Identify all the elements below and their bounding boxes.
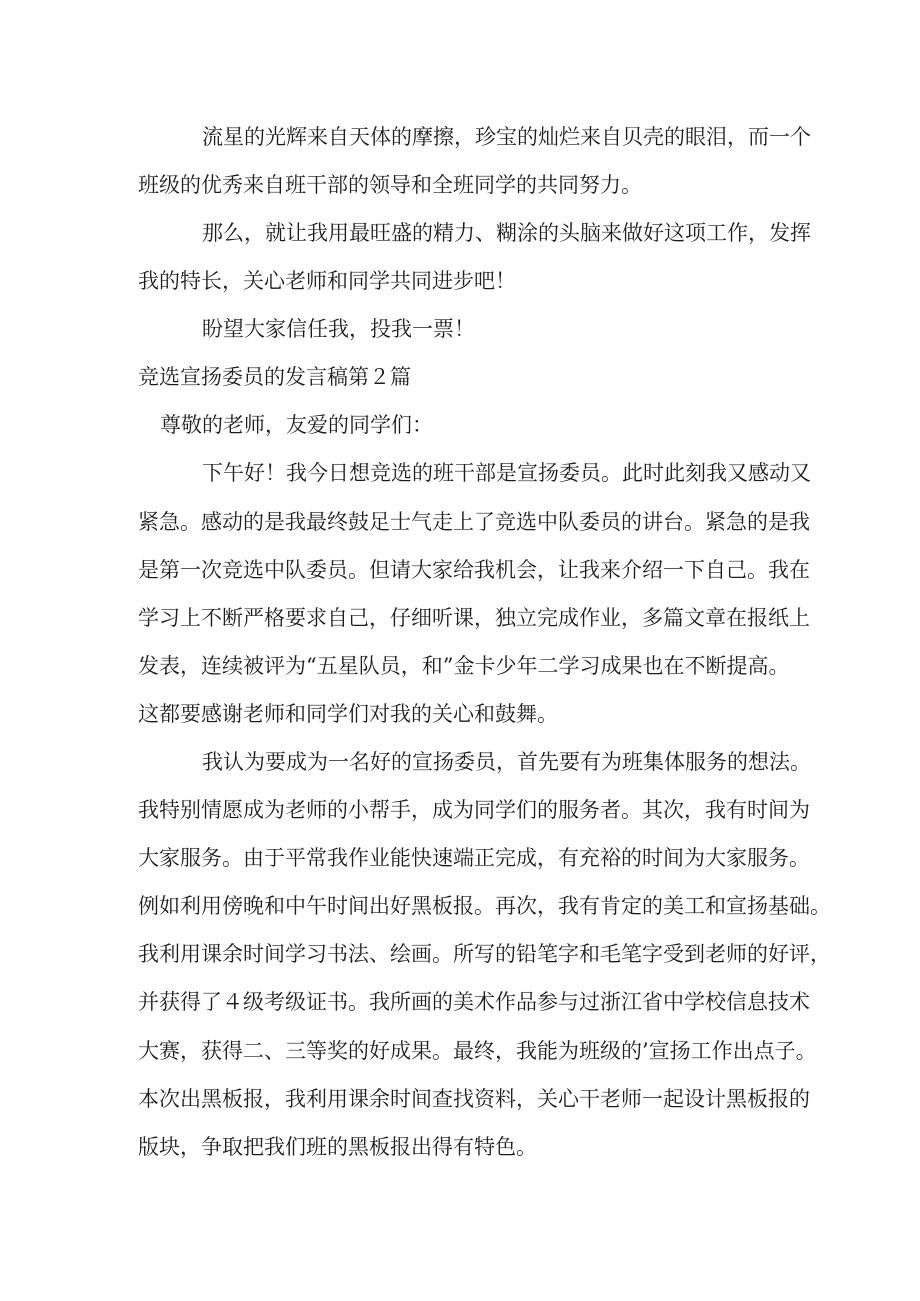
paragraph-line: 盼望大家信任我，投我一票！ bbox=[202, 317, 475, 341]
paragraph-line: 大家服务。由于平常我作业能快速端正完成，有充裕的时间为大家服务。 bbox=[138, 846, 810, 870]
paragraph-line: 例如利用傍晚和中午时间出好黑板报。再次，我有肯定的美工和宣扬基础。 bbox=[138, 894, 831, 918]
paragraph-line: 我的特长，关心老师和同学共同进步吧！ bbox=[138, 269, 516, 293]
paragraph-line: 版块，争取把我们班的黑板报出得有特色。 bbox=[138, 1135, 537, 1159]
paragraph-line: 学习上不断严格要求自己，仔细听课，独立完成作业，多篇文章在报纸上 bbox=[138, 606, 810, 630]
paragraph-line: 并获得了４级考级证书。我所画的美术作品参与过浙江省中学校信息技术 bbox=[138, 990, 810, 1014]
paragraph-line: 下午好！我今日想竞选的班干部是宣扬委员。此时此刻我又感动又 bbox=[202, 461, 811, 485]
paragraph-line: 大赛，获得二、三等奖的好成果。最终，我能为班级的’宣扬工作出点子。 bbox=[138, 1039, 817, 1063]
paragraph-line: 我特别情愿成为老师的小帮手，成为同学们的服务者。其次，我有时间为 bbox=[138, 798, 810, 822]
paragraph-line: 流星的光辉来自天体的摩擦，珍宝的灿烂来自贝壳的眼泪，而一个 bbox=[202, 125, 811, 149]
paragraph-line: 我认为要成为一名好的宣扬委员，首先要有为班集体服务的想法。 bbox=[202, 750, 811, 774]
paragraph-line: 紧急。感动的是我最终鼓足士气走上了竞选中队委员的讲台。紧急的是我 bbox=[138, 510, 810, 534]
paragraph-line: 那么，就让我用最旺盛的精力、糊涂的头脑来做好这项工作，发挥 bbox=[202, 221, 811, 245]
paragraph-line: 是第一次竞选中队委员。但请大家给我机会，让我来介绍一下自己。我在 bbox=[138, 558, 810, 582]
paragraph-line: 发表，连续被评为“五星队员，和”金卡少年二学习成果也在不断提高。 bbox=[138, 654, 790, 678]
salutation-line: 尊敬的老师，友爱的同学们： bbox=[160, 413, 433, 437]
paragraph-line: 我利用课余时间学习书法、绘画。所写的铅笔字和毛笔字受到老师的好评， bbox=[138, 942, 831, 966]
paragraph-line: 班级的优秀来自班干部的领导和全班同学的共同努力。 bbox=[138, 173, 642, 197]
section-heading: 竞选宣扬委员的发言稿第２篇 bbox=[138, 365, 411, 389]
paragraph-line: 本次出黑板报，我利用课余时间查找资料，关心干老师一起设计黑板报的 bbox=[138, 1087, 810, 1111]
paragraph-line: 这都要感谢老师和同学们对我的关心和鼓舞。 bbox=[138, 702, 558, 726]
